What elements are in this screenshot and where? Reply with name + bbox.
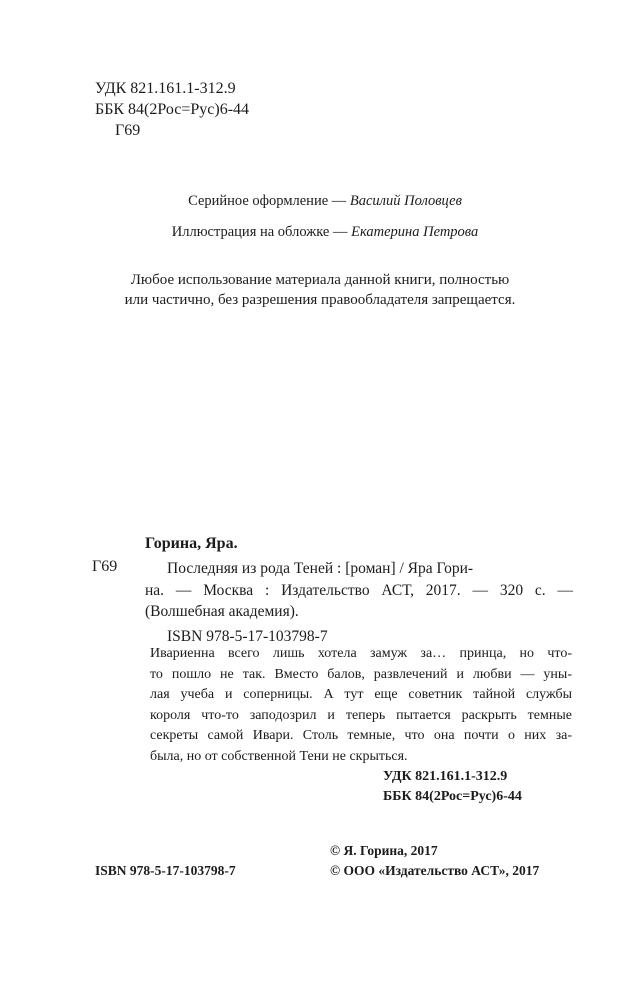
copyright-author: © Я. Горина, 2017 bbox=[330, 843, 438, 858]
cover-illustration-credit: Иллюстрация на обложке — Екатерина Петрова bbox=[171, 224, 479, 240]
udk-code: УДК 821.161.1-312.9 bbox=[95, 80, 236, 97]
copyright-notices bbox=[330, 841, 539, 881]
credits-block bbox=[0, 186, 620, 248]
footer-udk: УДК 821.161.1-312.9 bbox=[383, 769, 508, 784]
series-design-credit: Серийное оформление — Василий Половцев bbox=[188, 193, 462, 209]
cover-illustrator-name: Екатерина Петрова bbox=[351, 224, 479, 240]
copyright-warning: Любое использование материала данной книги, полностью или частично, без разрешения правообладателя запрещается. bbox=[124, 272, 516, 308]
classification-footer bbox=[383, 767, 522, 807]
record-author-mark: Г69 bbox=[92, 558, 118, 575]
series-designer-name: Василий Половцев bbox=[349, 193, 462, 209]
annotation: Ивариенна всего лишь хотела замуж за… принца, но что- то пошло не так. Вместо балов, развлечений и любви — уны- лая учеба и соперницы. А тут еще советник тайной службы короля что-то заподозрил и теперь пытается раскрыть темные секреты самой Ивари. Столь темные, что она почти о них за- была, но от собственной Тени не скрыться. bbox=[150, 646, 572, 764]
author-mark: Г69 bbox=[115, 122, 141, 139]
bbk-code: ББК 84(2Рос=Рус)6-44 bbox=[95, 101, 250, 118]
record-author: Горина, Яра. bbox=[145, 535, 238, 552]
copyright-publisher: © ООО «Издательство АСТ», 2017 bbox=[330, 863, 540, 878]
footer-isbn: ISBN 978-5-17-103798-7 bbox=[95, 863, 236, 878]
classification-header bbox=[95, 78, 249, 141]
record-isbn: ISBN 978-5-17-103798-7 bbox=[167, 628, 328, 645]
footer-bbk: ББК 84(2Рос=Рус)6-44 bbox=[383, 789, 522, 804]
record-description: Последняя из рода Теней : [роман] / Яра Гори- на. — Москва : Издательство АСТ, 2017. — 320 с. — (Волшебная академия). bbox=[145, 560, 573, 620]
